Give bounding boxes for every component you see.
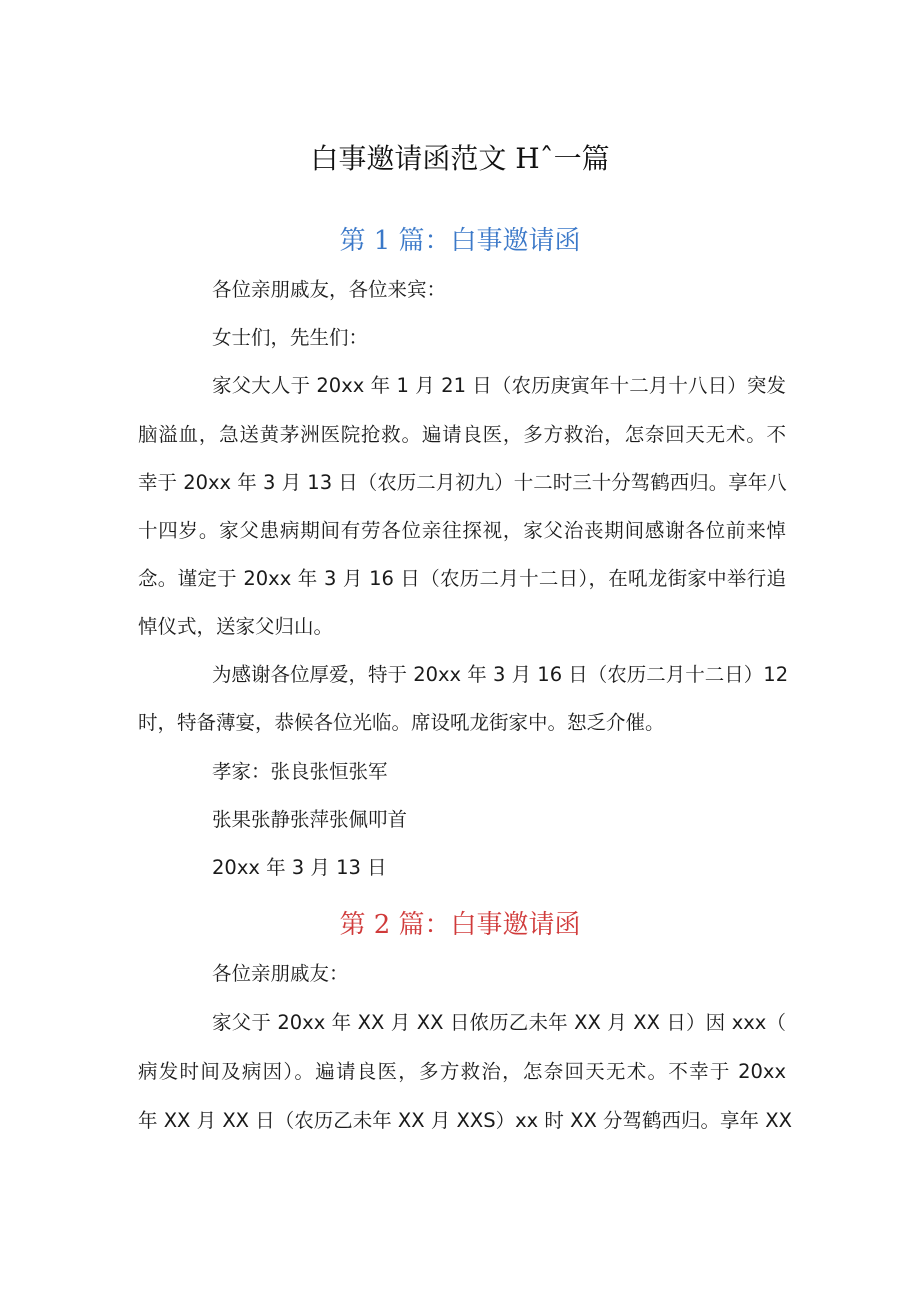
salutation-line: 女士们，先生们： <box>212 326 369 349</box>
paragraph-line: 家父于 20xx 年 XX 月 XX 日侬历乙未年 XX 月 XX 日）因 xxx（ <box>212 1011 786 1034</box>
paragraph-line: 幸于 20xx 年 3 月 13 日（农历二月初九）十二时三十分驾鹤西归。享年八 <box>138 471 787 494</box>
paragraph-line: 悼仪式，送家父归山。 <box>138 615 334 638</box>
paragraph-line: 念。谨定于 20xx 年 3 月 16 日（农历二月十二日），在吼龙街家中举行追 <box>138 567 786 590</box>
paragraph-line: 脑溢血，急送黄茅洲医院抢救。遍请良医，多方救治，怎奈回天无术。不 <box>138 423 786 446</box>
section-2-heading: 第 2 篇：白事邀请函 <box>339 910 581 940</box>
paragraph-line: 为感谢各位厚爱，特于 20xx 年 3 月 16 日（农历二月十二日）12 <box>212 663 789 686</box>
paragraph-line: 十四岁。家父患病期间有劳各位亲往探视，家父治丧期间感谢各位前来悼 <box>138 519 786 542</box>
salutation-line: 各位亲朋戚友： <box>212 962 349 985</box>
paragraph-line: 家父大人于 20xx 年 1 月 21 日（农历庚寅年十二月十八日）突发 <box>212 374 786 397</box>
paragraph-line: 病发时间及病因）。遍请良医，多方救治，怎奈回天无术。不幸于 20xx <box>138 1060 786 1083</box>
date-line: 20xx 年 3 月 13 日 <box>212 856 387 879</box>
paragraph-line: 时，特备薄宴，恭候各位光临。席设吼龙街家中。恕乏介催。 <box>138 711 665 734</box>
paragraph-line: 年 XX 月 XX 日（农历乙未年 XX 月 XXS）xx 时 XX 分驾鹤西归。享年 XX <box>138 1109 792 1132</box>
signature-line: 张果张静张萍张佩叩首 <box>212 808 408 831</box>
section-1-heading: 第 1 篇：白事邀请函 <box>339 226 581 256</box>
salutation-line: 各位亲朋戚友，各位来宾： <box>212 278 447 301</box>
document-title: 白事邀请函范文 Hˆ一篇 <box>310 142 610 175</box>
signature-line: 孝家：张良张恒张军 <box>212 760 388 783</box>
